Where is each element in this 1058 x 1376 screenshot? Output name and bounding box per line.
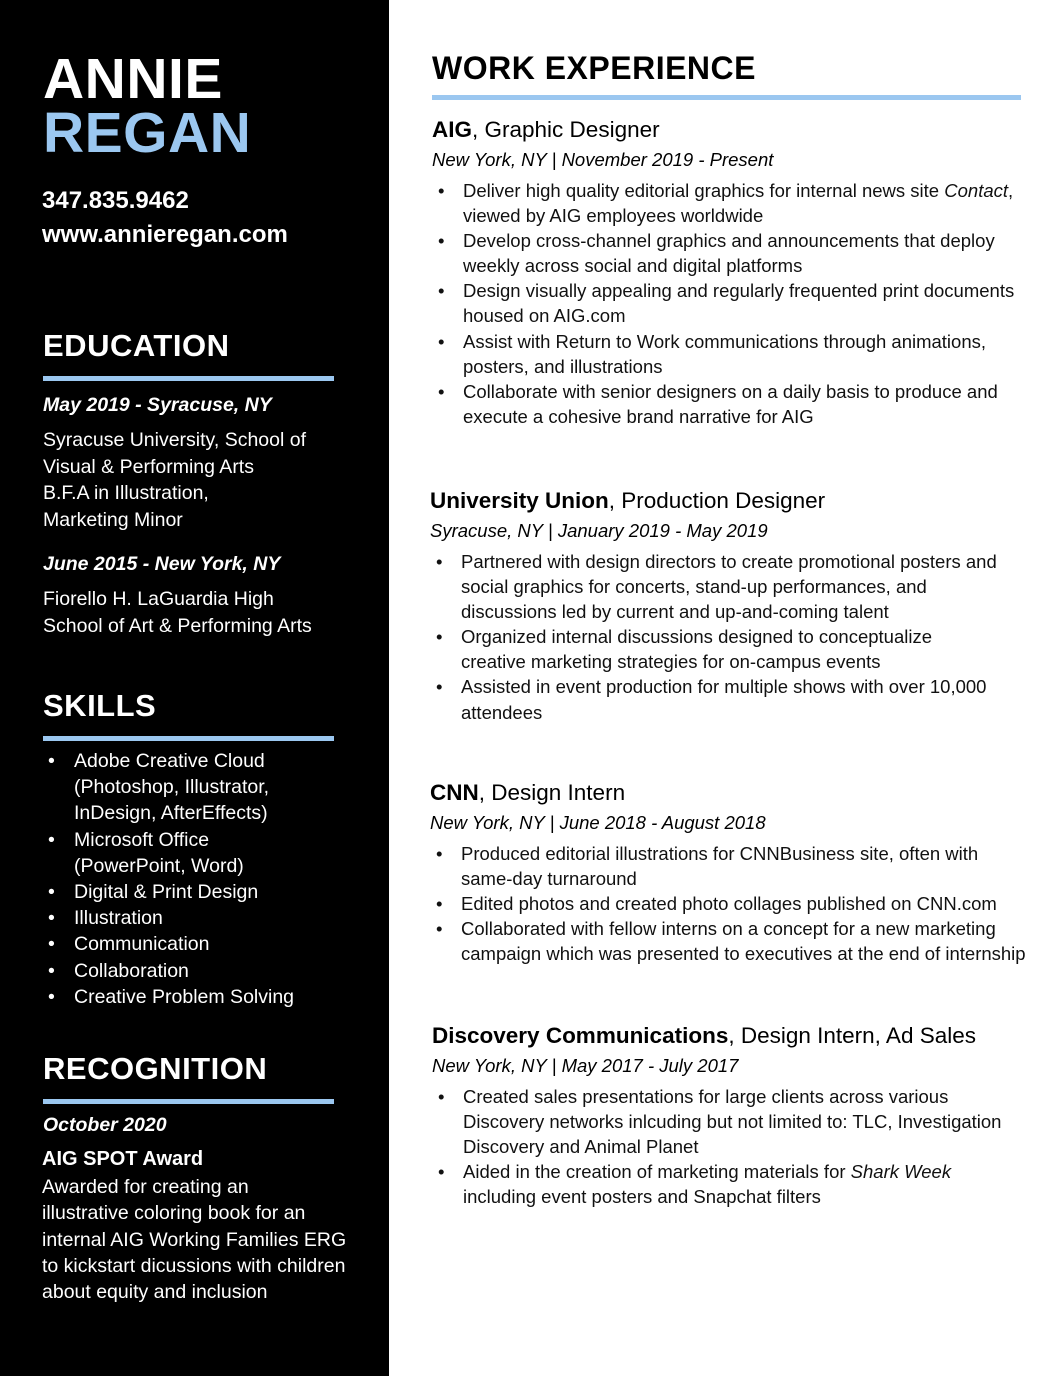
job-bullets xyxy=(432,178,1032,429)
company-name: AIG xyxy=(432,117,473,142)
list-item xyxy=(43,931,294,957)
education-line: B.F.A in Illustration, xyxy=(43,482,209,504)
list-item xyxy=(430,549,1030,624)
education-heading: EDUCATION xyxy=(43,328,334,381)
bullet-line: execute a cohesive brand narrative for AIG xyxy=(463,405,814,427)
job-entry xyxy=(430,779,1030,966)
education-line: Fiorello H. LaGuardia High xyxy=(43,588,274,610)
company-name: Discovery Communications xyxy=(432,1023,729,1048)
job-role: , Design Intern, Ad Sales xyxy=(728,1023,976,1048)
recognition-heading: RECOGNITION xyxy=(43,1051,334,1104)
skill-line: • Microsoft Office xyxy=(74,828,210,851)
education-line: Visual & Performing Arts xyxy=(43,455,254,478)
bullet-line: • Edited photos and created photo collages published on CNN.com xyxy=(461,893,997,915)
bullet-text: Aided in the creation of marketing materials for xyxy=(463,1161,851,1183)
award-description xyxy=(42,1174,362,1305)
education-date-1: May 2019 - Syracuse, NY xyxy=(43,394,272,416)
list-item xyxy=(432,329,1032,379)
education-line: School of Art & Performing Arts xyxy=(43,614,312,637)
work-experience-heading: WORK EXPERIENCE xyxy=(432,50,1021,100)
education-details-2 xyxy=(43,586,312,639)
list-item xyxy=(432,278,1032,328)
bullet-line: campaign which was presented to executives at the end of internship xyxy=(461,943,1026,965)
candidate-name xyxy=(43,47,252,165)
job-title xyxy=(430,779,1030,807)
skills-heading: SKILLS xyxy=(43,688,334,741)
company-name: University Union xyxy=(430,488,609,513)
job-meta: Syracuse, NY | January 2019 - May 2019 xyxy=(430,520,768,541)
list-item xyxy=(432,379,1032,429)
bullet-line: including event posters and Snapchat filters xyxy=(463,1186,821,1208)
job-role: , Design Intern xyxy=(478,780,626,805)
website-link[interactable]: www.annieregan.com xyxy=(42,221,288,248)
list-item xyxy=(43,827,294,879)
bullet-line: • Develop cross-channel graphics and announcements that deploy xyxy=(463,230,995,252)
list-item xyxy=(432,1159,1032,1209)
sidebar xyxy=(0,0,389,1376)
skill-line: • Adobe Creative Cloud xyxy=(74,750,265,772)
list-item xyxy=(432,178,1032,228)
last-name: REGAN xyxy=(43,101,252,165)
skills-list xyxy=(43,748,294,1010)
education-details-1 xyxy=(43,427,306,533)
bullet-text: Deliver high quality editorial graphics for internal news site xyxy=(463,180,945,201)
skill-line: (PowerPoint, Word) xyxy=(74,854,244,877)
bullet-line: creative marketing strategies for on-campus events xyxy=(461,651,881,673)
education-line: Marketing Minor xyxy=(43,508,183,531)
award-line: about equity and inclusion xyxy=(42,1281,268,1304)
award-line: to kickstart dicussions with children xyxy=(42,1254,346,1277)
job-role: , Graphic Designer xyxy=(472,117,660,142)
award-line: internal AIG Working Families ERG xyxy=(42,1228,347,1251)
education-line: Syracuse University, School of xyxy=(43,429,306,451)
bullet-line: • Assist with Return to Work communications through animations, xyxy=(463,330,987,352)
job-bullets xyxy=(432,1084,1032,1209)
skill-line: • Illustration xyxy=(74,907,163,930)
list-item xyxy=(432,228,1032,278)
award-title: AIG SPOT Award xyxy=(42,1148,204,1170)
contact-info xyxy=(42,184,288,252)
first-name: ANNIE xyxy=(43,47,223,111)
bullet-line: housed on AIG.com xyxy=(463,305,626,327)
list-item xyxy=(43,905,294,931)
bullet-line: attendees xyxy=(461,701,543,723)
skill-line: • Collaboration xyxy=(74,959,189,982)
list-item xyxy=(43,958,294,984)
list-item xyxy=(430,674,1030,724)
list-item xyxy=(43,748,294,827)
list-item xyxy=(43,879,294,905)
bullet-line: • Collaborate with senior designers on a daily basis to produce and xyxy=(463,380,998,402)
bullet-line: • Partnered with design directors to create promotional posters and xyxy=(461,551,997,572)
bullet-line: Discovery networks inlcuding but not limited to: TLC, Investigation xyxy=(463,1111,1002,1133)
bullet-line: • Created sales presentations for large clients across various xyxy=(463,1086,949,1107)
job-meta: New York, NY | November 2019 - Present xyxy=(432,149,774,170)
job-title xyxy=(432,116,1032,144)
bullet-line: viewed by AIG employees worldwide xyxy=(463,205,764,227)
list-item xyxy=(430,916,1030,966)
award-line: illustrative coloring book for an xyxy=(42,1202,306,1225)
list-item xyxy=(430,624,1030,674)
job-title xyxy=(430,487,1030,515)
bullet-line: • Organized internal discussions designed to conceptualize xyxy=(461,626,933,648)
bullet-line: weekly across social and digital platforms xyxy=(463,255,803,277)
job-entry xyxy=(432,116,1032,429)
skill-line: • Digital & Print Design xyxy=(74,881,259,904)
phone-number: 347.835.9462 xyxy=(42,187,189,214)
job-entry xyxy=(432,1022,1032,1209)
job-title xyxy=(432,1022,1032,1050)
bullet-line: • Collaborated with fellow interns on a concept for a new marketing xyxy=(461,918,996,940)
company-name: CNN xyxy=(430,780,479,805)
bullet-line: social graphics for concerts, stand-up performances, and xyxy=(461,576,927,598)
bullet-italic: Contact xyxy=(944,180,1009,201)
list-item xyxy=(430,891,1030,916)
skill-line: • Communication xyxy=(74,933,210,956)
job-meta: New York, NY | June 2018 - August 2018 xyxy=(430,812,766,833)
list-item xyxy=(432,1084,1032,1159)
bullet-text: , xyxy=(1008,180,1014,201)
bullet-line: posters, and illustrations xyxy=(463,355,663,377)
award-line: Awarded for creating an xyxy=(42,1176,249,1198)
bullet-line: Discovery and Animal Planet xyxy=(463,1136,699,1158)
bullet-line: • Assisted in event production for multiple shows with over 10,000 xyxy=(461,676,987,698)
job-entry xyxy=(430,487,1030,725)
bullet-line: discussions led by current and up-and-coming talent xyxy=(461,601,889,623)
skill-line: InDesign, AfterEffects) xyxy=(74,802,268,825)
job-meta: New York, NY | May 2017 - July 2017 xyxy=(432,1055,739,1076)
list-item xyxy=(430,841,1030,891)
education-date-2: June 2015 - New York, NY xyxy=(43,553,281,575)
skill-line: • Creative Problem Solving xyxy=(74,985,295,1008)
bullet-italic: Shark Week xyxy=(850,1161,952,1183)
job-bullets xyxy=(430,549,1030,725)
bullet-line: • Produced editorial illustrations for CNNBusiness site, often with xyxy=(461,843,979,864)
list-item xyxy=(43,984,294,1010)
job-bullets xyxy=(430,841,1030,966)
skill-line: (Photoshop, Illustrator, xyxy=(74,776,270,799)
bullet-line: • Design visually appealing and regularly frequented print documents xyxy=(463,280,1015,302)
recognition-date: October 2020 xyxy=(43,1114,167,1136)
bullet-line: same-day turnaround xyxy=(461,868,637,890)
job-role: , Production Designer xyxy=(608,488,826,513)
